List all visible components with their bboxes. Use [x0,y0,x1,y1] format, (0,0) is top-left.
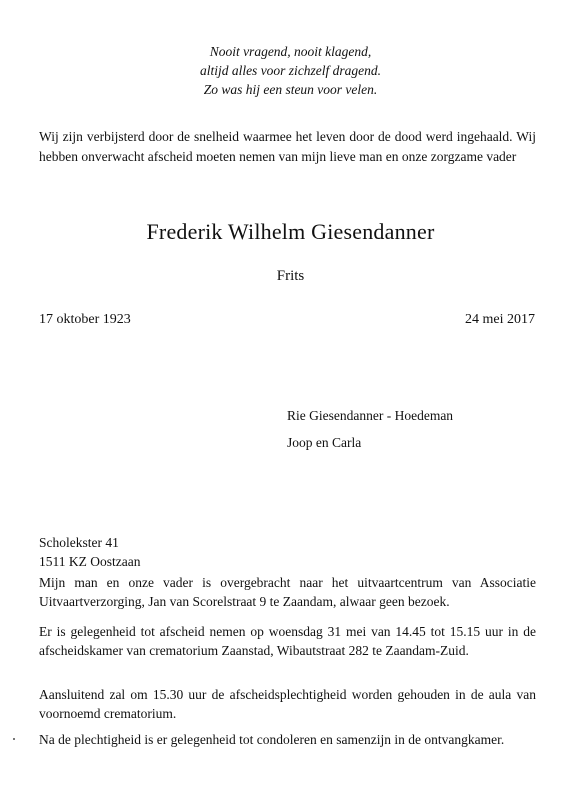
death-date: 24 mei 2017 [465,312,535,327]
relative-spouse: Rie Giesendanner - Hoedeman [287,408,454,423]
poem [0,42,581,99]
relative-children: Joop en Carla [287,435,362,450]
birth-date: 17 oktober 1923 [39,312,131,327]
poem-line: altijd alles voor zichzelf dragend. [199,63,382,78]
relatives [287,402,453,456]
address-street: Scholekster 41 [39,535,119,550]
info-paragraph-transfer: Mijn man en onze vader is overgebracht naar het uitvaartcentrum van Associatie Uitvaartverzorging, Jan van Scorelstraat 9 te Zaandam, alwaar geen bezoek. [39,575,536,609]
intro-text: Wij zijn verbijsterd door de snelheid waarmee het leven door de dood werd ingehaald. Wij hebben onverwacht afscheid moeten nemen van mijn lieve man en onze zorgzame vader [39,129,536,164]
info-paragraph-farewell: Er is gelegenheid tot afscheid nemen op woensdag 31 mei van 14.45 tot 15.15 uur in de afscheidskamer van crematorium Zaanstad, Wibautstraat 282 te Zaandam-Zuid. [39,624,536,658]
info-paragraph-condolences: Na de plechtigheid is er gelegenheid tot condoleren en samenzijn in de ontvangkamer. [39,732,505,747]
deceased-nickname: Frits [276,268,305,284]
deceased-name: Frederik Wilhelm Giesendanner [146,219,435,244]
info-paragraph-ceremony: Aansluitend zal om 15.30 uur de afscheidsplechtigheid worden gehouden in de aula van voornoemd crematorium. [39,687,536,721]
address [39,533,140,571]
poem-line: Nooit vragend, nooit klagend, [209,44,372,59]
scan-speck [13,738,15,740]
poem-line: Zo was hij een steun voor velen. [203,82,378,97]
address-city: 1511 KZ Oostzaan [39,554,141,569]
